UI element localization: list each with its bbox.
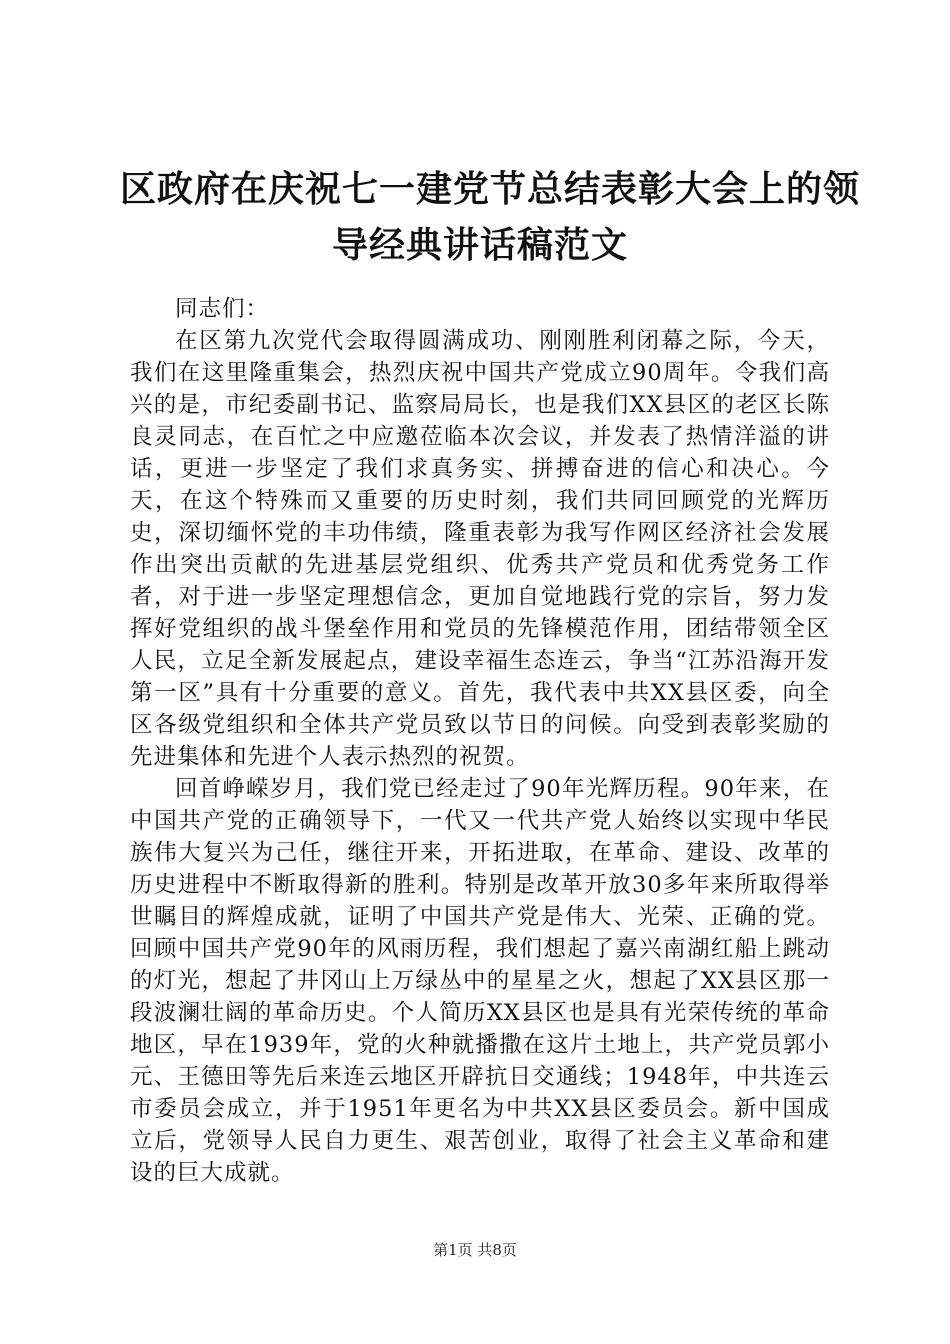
salutation: 同志们： (175, 296, 270, 322)
document-title (120, 162, 861, 274)
paragraph-2: 回首峥嵘岁月，我们党已经走过了90年光辉历程。90年来，在中国共产党的正确领导下，一代又一代共产党人始终以实现中华民族伟大复兴为己任，继往开来，开拓进取，在革命、建设、改革的历史进程中不断取得新的胜利。特别是改革开放30多年来所取得举世瞩目的辉煌成就，证明了中国共产党是伟大、光荣、正确的党。回顾中国共产党90年的风雨历程，我们想起了嘉兴南湖红船上跳动的灯光，想起了井冈山上万绿丛中的星星之火，想起了XX县区那一段波澜壮阔的革命历史。个人简历XX县区也是具有光荣传统的革命地区，早在1939年，党的火种就播撒在这片土地上，共产党员郭小元、王德田等先后来连云地区开辟抗日交通线；1948年，中共连云市委员会成立，并于1951年更名为中共XX县区委员会。新中国成立后，党领导人民自力更生、艰苦创业，取得了社会主义革命和建设的巨大成就。 (130, 776, 830, 1186)
title-line-1: 区政府在庆祝七一建党节总结表彰大会上的领 (120, 169, 861, 210)
title-line-2: 导经典讲话稿范文 (331, 225, 628, 266)
document-body (130, 293, 830, 1189)
page-number-footer: 第1页 共8页 (433, 1241, 517, 1259)
paragraph-1: 在区第九次党代会取得圆满成功、刚刚胜利闭幕之际，今天，我们在这里隆重集会，热烈庆祝中国共产党成立90周年。令我们高兴的是，市纪委副书记、监察局局长，也是我们XX县区的老区长陈良灵同志，在百忙之中应邀莅临本次会议，并发表了热情洋溢的讲话，更进一步坚定了我们求真务实、拼搏奋进的信心和决心。今天，在这个特殊而又重要的历史时刻，我们共同回顾党的光辉历史，深切缅怀党的丰功伟绩，隆重表彰为我写作网区经济社会发展作出突出贡献的先进基层党组织、优秀共产党员和优秀党务工作者，对于进一步坚定理想信念，更加自觉地践行党的宗旨，努力发挥好党组织的战斗堡垒作用和党员的先锋模范作用，团结带领全区人民，立足全新发展起点，建设幸福生态连云，争当“江苏沿海开发第一区”具有十分重要的意义。首先，我代表中共XX县区委，向全区各级党组织和全体共产党员致以节日的问候。向受到表彰奖励的先进集体和先进个人表示热烈的祝贺。 (130, 328, 830, 770)
